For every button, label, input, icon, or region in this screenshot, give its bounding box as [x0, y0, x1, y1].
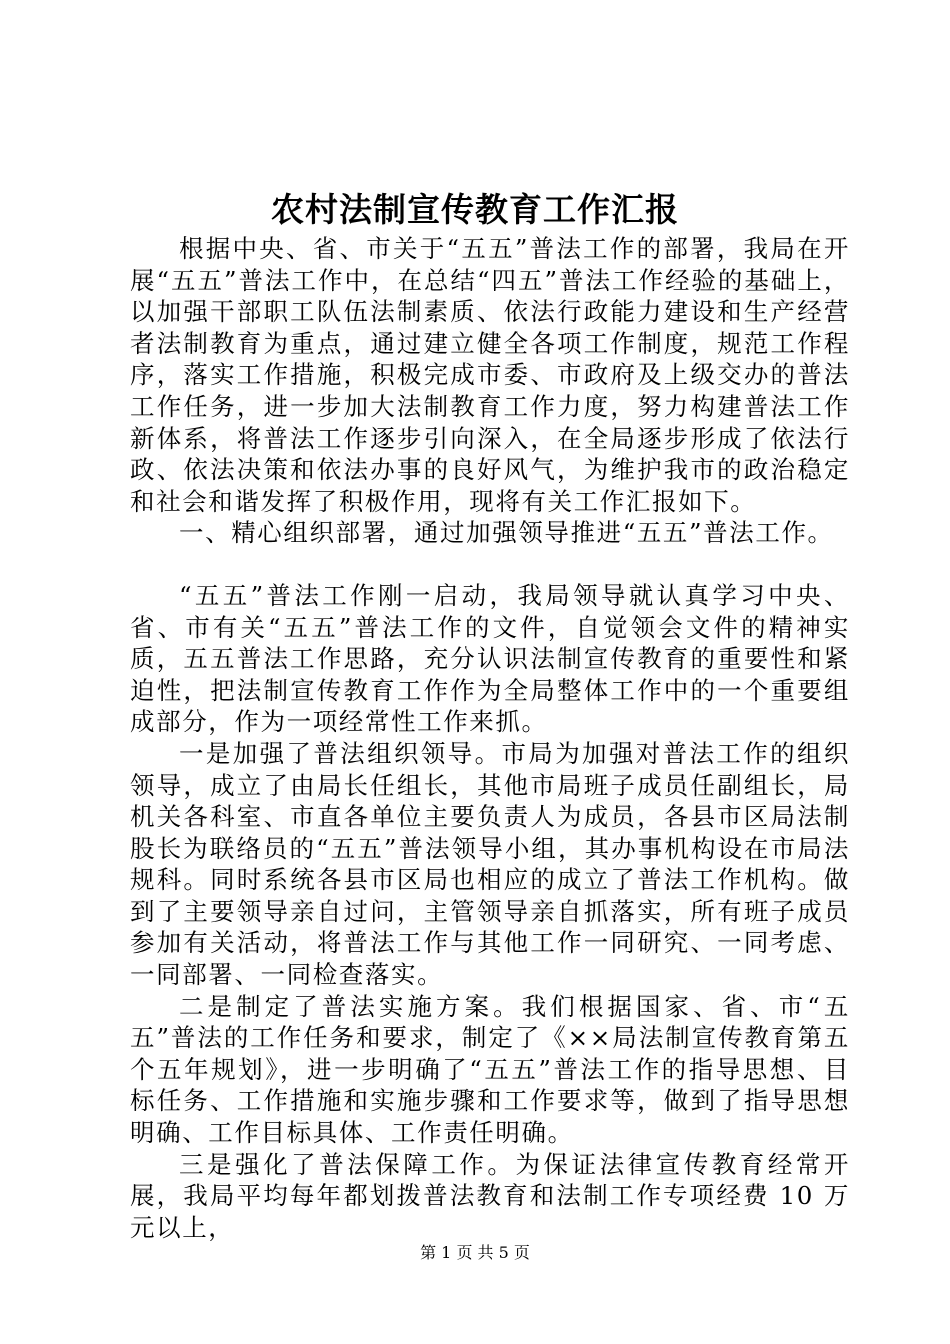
document-title: 农村法制宣传教育工作汇报 — [271, 190, 679, 229]
paragraph-intro: 根据中央、省、市关于“五五”普法工作的部署，我局在开展“五五”普法工作中，在总结“四五”普法工作经验的基础上，以加强干部职工队伍法制素质、依法行政能力建设和生产经营者法制教育为重点，通过建立健全各项工作制度，规范工作程序，落实工作措施，积极完成市委、市政府及上级交办的普法工作任务，进一步加大法制教育工作力度，努力构建普法工作新体系，将普法工作逐步引向深入，在全局逐步形成了依法行政、依法决策和依法办事的良好风气，为维护我市的政治稳定和社会和谐发挥了积极作用，现将有关工作汇报如下。 — [130, 234, 850, 516]
document-body — [130, 233, 850, 1243]
page-footer: 第 1 页 共 5 页 — [420, 1243, 530, 1262]
paragraph-point-2: 二是制定了普法实施方案。我们根据国家、省、市“五五”普法的工作任务和要求，制定了《××局法制宣传教育第五个五年规划》，进一步明确了“五五”普法工作的指导思想、目标任务、工作措施和实施步骤和工作要求等，做到了指导思想明确、工作目标具体、工作责任明确。 — [130, 991, 850, 1148]
paragraph-point-1: 一是加强了普法组织领导。市局为加强对普法工作的组织领导，成立了由局长任组长，其他市局班子成员任副组长，局机关各科室、市直各单位主要负责人为成员，各县市区局法制股长为联络员的“五五”普法领导小组，其办事机构设在市局法规科。同时系统各县市区局也相应的成立了普法工作机构。做到了主要领导亲自过问，主管领导亲自抓落实，所有班子成员参加有关活动，将普法工作与其他工作一同研究、一同考虑、一同部署、一同检查落实。 — [130, 738, 850, 990]
section-heading-1: 一、精心组织部署，通过加强领导推进“五五”普法工作。 — [179, 518, 834, 548]
paragraph-start: “五五”普法工作刚一启动，我局领导就认真学习中央、省、市有关“五五”普法工作的文件，自觉领会文件的精神实质，五五普法工作思路，充分认识法制宣传教育的重要性和紧迫性，把法制宣传教育工作作为全局整体工作中的一个重要组成部分，作为一项经常性工作来抓。 — [130, 580, 850, 737]
paragraph-point-3: 三是强化了普法保障工作。为保证法律宣传教育经常开展，我局平均每年都划拨普法教育和法制工作专项经费 10 万元以上， — [130, 1149, 850, 1242]
